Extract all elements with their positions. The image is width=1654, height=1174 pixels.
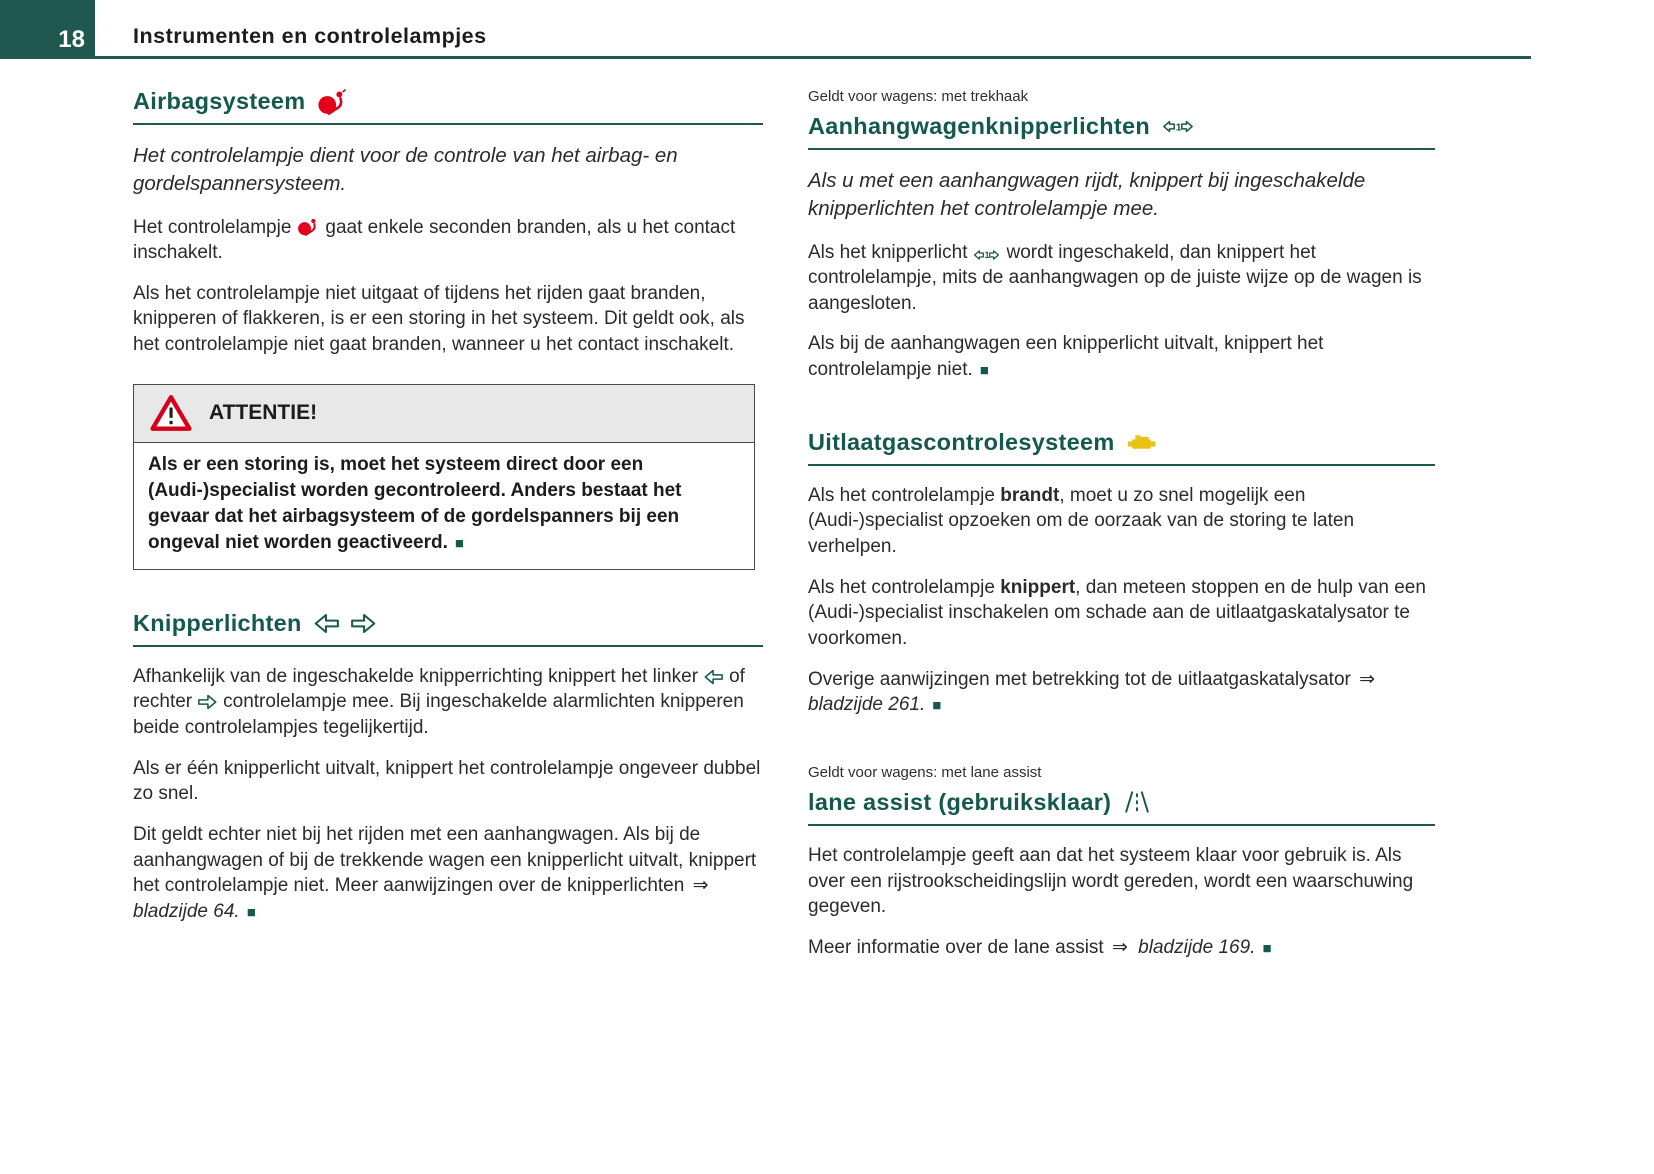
text-run: Dit geldt echter niet bij het rijden met een aanhangwagen. Als bij de aanhangwagen of bij de trekkende wagen een knipperlicht uitvalt, knippert het controlelampje niet. Meer aanwijzingen over de knipperlichten	[133, 824, 757, 897]
page-reference: bladzijde 169.	[1138, 936, 1256, 958]
section-aanhangwagenknipperlichten	[808, 88, 1435, 383]
text-run: Het controlelampje	[133, 216, 292, 238]
header-rule	[0, 56, 1531, 59]
lane-assist-icon	[1123, 791, 1151, 813]
section-end-marker: ■	[1262, 939, 1272, 957]
text-run: Overige aanwijzingen met betrekking tot de uitlaatgaskatalysator	[808, 668, 1351, 690]
heading-text: Uitlaatgascontrolesysteem	[808, 428, 1115, 455]
paragraph	[808, 667, 1435, 718]
section-heading-airbag	[133, 88, 763, 125]
left-column	[133, 88, 763, 940]
section-heading-lane-assist	[808, 789, 1435, 826]
section-heading-uitlaatgas	[808, 429, 1435, 466]
section-airbag	[133, 88, 763, 570]
text-run: Als er een storing is, moet het systeem direct door een (Audi-)specialist worden gecontroleerd. Anders bestaat het gevaar dat het airbagsysteem of de gordelspanners bij een ongeval niet worden geactiveerd.	[148, 453, 682, 553]
heading-text: lane assist (gebruiksklaar)	[808, 788, 1112, 815]
text-run-bold: brandt	[1000, 484, 1060, 506]
warning-triangle-icon	[149, 394, 193, 433]
section-end-marker: ■	[979, 362, 989, 380]
section-end-marker: ■	[454, 534, 464, 552]
trailer-indicator-icon	[973, 249, 1000, 261]
trailer-lead: Als u met een aanhangwagen rijdt, knippert bij ingeschakelde knipperlichten het controlelampje mee.	[808, 169, 1366, 221]
applies-note: Geldt voor wagens: met trekhaak	[808, 88, 1029, 105]
text-run-bold: knippert	[1000, 576, 1076, 598]
paragraph	[133, 822, 763, 925]
text-run: , dan meteen stoppen en de hulp van een (Audi-)specialist inschakelen om schade aan de uitlaatgaskatalysator te voorkomen.	[808, 576, 1426, 649]
turn-right-arrow-icon	[198, 694, 217, 710]
paragraph	[808, 483, 1435, 560]
turn-right-arrow-icon	[351, 613, 376, 634]
airbag-lead: Het controlelampje dient voor de controle van het airbag- en gordelspannersysteem.	[133, 144, 678, 196]
text-run: Afhankelijk van de ingeschakelde knipperrichting knippert het linker	[133, 665, 699, 687]
attention-header	[134, 385, 754, 443]
section-uitlaatgascontrolesysteem	[808, 429, 1435, 718]
turn-left-arrow-icon	[314, 613, 339, 634]
attention-warning-box	[133, 384, 755, 570]
heading-text: Airbagsysteem	[133, 88, 306, 114]
page-reference: bladzijde 64.	[133, 900, 240, 922]
chapter-title: Instrumenten en controlelampjes	[133, 24, 487, 48]
reference-arrow: ⇒	[1111, 936, 1128, 958]
text-run: Als het knipperlicht	[808, 241, 968, 263]
paragraph	[133, 215, 763, 266]
page-number: 18	[58, 26, 85, 53]
attention-title: ATTENTIE!	[209, 401, 318, 425]
section-heading-aanhangwagen	[808, 113, 1435, 150]
section-end-marker: ■	[246, 903, 256, 921]
reference-arrow: ⇒	[692, 875, 709, 897]
paragraph: Als het controlelampje niet uitgaat of tijdens het rijden gaat branden, knipperen of flakkeren, is er een storing in het systeem. Dit geldt ook, als het controlelampje niet gaat branden, wanneer u het contact inschakelt.	[133, 282, 745, 356]
turn-left-arrow-icon	[704, 669, 723, 685]
paragraph	[808, 575, 1435, 652]
heading-text: Aanhangwagenknipperlichten	[808, 113, 1151, 139]
text-run: Als het controlelampje	[808, 576, 1001, 598]
section-end-marker: ■	[932, 697, 942, 715]
text-run: Als het controlelampje	[808, 484, 1001, 506]
text-run: controlelampje mee. Bij ingeschakelde alarmlichten knipperen beide controlelampjes tegelijkertijd.	[133, 691, 744, 739]
text-run: Als bij de aanhangwagen een knipperlicht uitvalt, knippert het controlelampje niet.	[808, 333, 1324, 381]
section-heading-knipperlichten	[133, 610, 763, 647]
section-knipperlichten	[133, 610, 763, 925]
attention-body	[134, 443, 754, 569]
text-run: , moet u zo snel mogelijk een (Audi-)specialist opzoeken om de oorzaak van de storing te laten verhelpen.	[808, 484, 1355, 558]
text-run: Meer informatie over de lane assist	[808, 936, 1104, 958]
right-column	[808, 88, 1435, 975]
paragraph: Als er één knipperlicht uitvalt, knippert het controlelampje ongeveer dubbel zo snel.	[133, 757, 761, 805]
applies-note: Geldt voor wagens: met lane assist	[808, 763, 1042, 781]
paragraph	[133, 664, 763, 741]
paragraph: Het controlelampje geeft aan dat het systeem klaar voor gebruik is. Als over een rijstrookscheidingslijn wordt gereden, wordt een waarschuwing gegeven.	[808, 844, 1414, 918]
airbag-warning-icon	[297, 217, 319, 236]
paragraph	[808, 935, 1435, 961]
paragraph	[808, 331, 1435, 382]
check-engine-icon	[1127, 432, 1158, 453]
page-number-tab	[0, 0, 95, 59]
page-reference: bladzijde 261.	[808, 694, 926, 716]
trailer-indicator-icon	[1162, 119, 1194, 134]
text-run: gaat enkele seconden branden, als u het contact inschakelt.	[133, 216, 736, 264]
heading-text: Knipperlichten	[133, 609, 302, 636]
svg-text:1: 1	[985, 249, 990, 260]
svg-text:1: 1	[1175, 122, 1182, 134]
text-run: of rechter	[133, 665, 745, 713]
airbag-warning-icon	[317, 89, 347, 115]
text-run: wordt ingeschakeld, dan knippert het controlelampje, mits de aanhangwagen op de juiste wijze op de wagen is aangesloten.	[808, 241, 1422, 314]
paragraph	[808, 240, 1435, 317]
reference-arrow: ⇒	[1359, 668, 1376, 690]
section-lane-assist	[808, 764, 1435, 961]
